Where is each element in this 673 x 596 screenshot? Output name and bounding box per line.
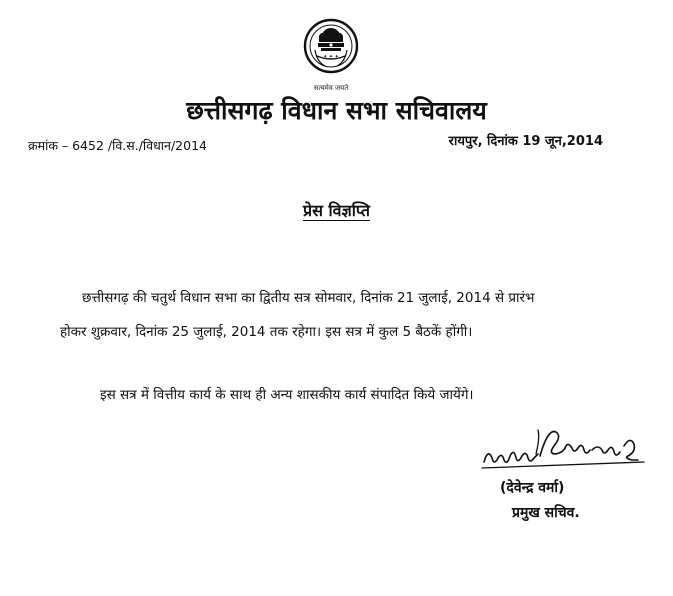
emblem-caption: सत्यमेव जयते xyxy=(313,84,349,92)
reference-number: क्रमांक – 6452 /वि.स./विधान/2014 xyxy=(28,138,207,153)
press-release-heading-text: प्रेस विज्ञप्ति xyxy=(303,201,370,220)
paragraph-1-line-2: होकर शुक्रवार, दिनांक 25 जुलाई, 2014 तक रहेगा। इस सत्र में कुल 5 बैठकें होंगी। xyxy=(60,324,473,340)
handwritten-signature xyxy=(478,418,648,478)
paragraph-2: इस सत्र में वित्तीय कार्य के साथ ही अन्य शासकीय कार्य संपादित किये जायेंगे। xyxy=(100,387,474,403)
state-emblem-icon xyxy=(303,18,359,84)
signatory-name: (देवेन्द्र वर्मा) xyxy=(500,480,565,496)
signatory-designation: प्रमुख सचिव. xyxy=(512,505,580,521)
paragraph-1-line-1: छत्तीसगढ़ की चतुर्थ विधान सभा का द्वितीय सत्र सोमवार, दिनांक 21 जुलाई, 2014 से प्रारंभ xyxy=(82,290,535,306)
office-title: छत्तीसगढ़ विधान सभा सचिवालय xyxy=(186,96,487,125)
press-release-heading xyxy=(0,200,673,222)
place-and-date: रायपुर, दिनांक 19 जून,2014 xyxy=(448,134,603,149)
svg-text:✦ ✦ ✦: ✦ ✦ ✦ xyxy=(323,54,339,60)
